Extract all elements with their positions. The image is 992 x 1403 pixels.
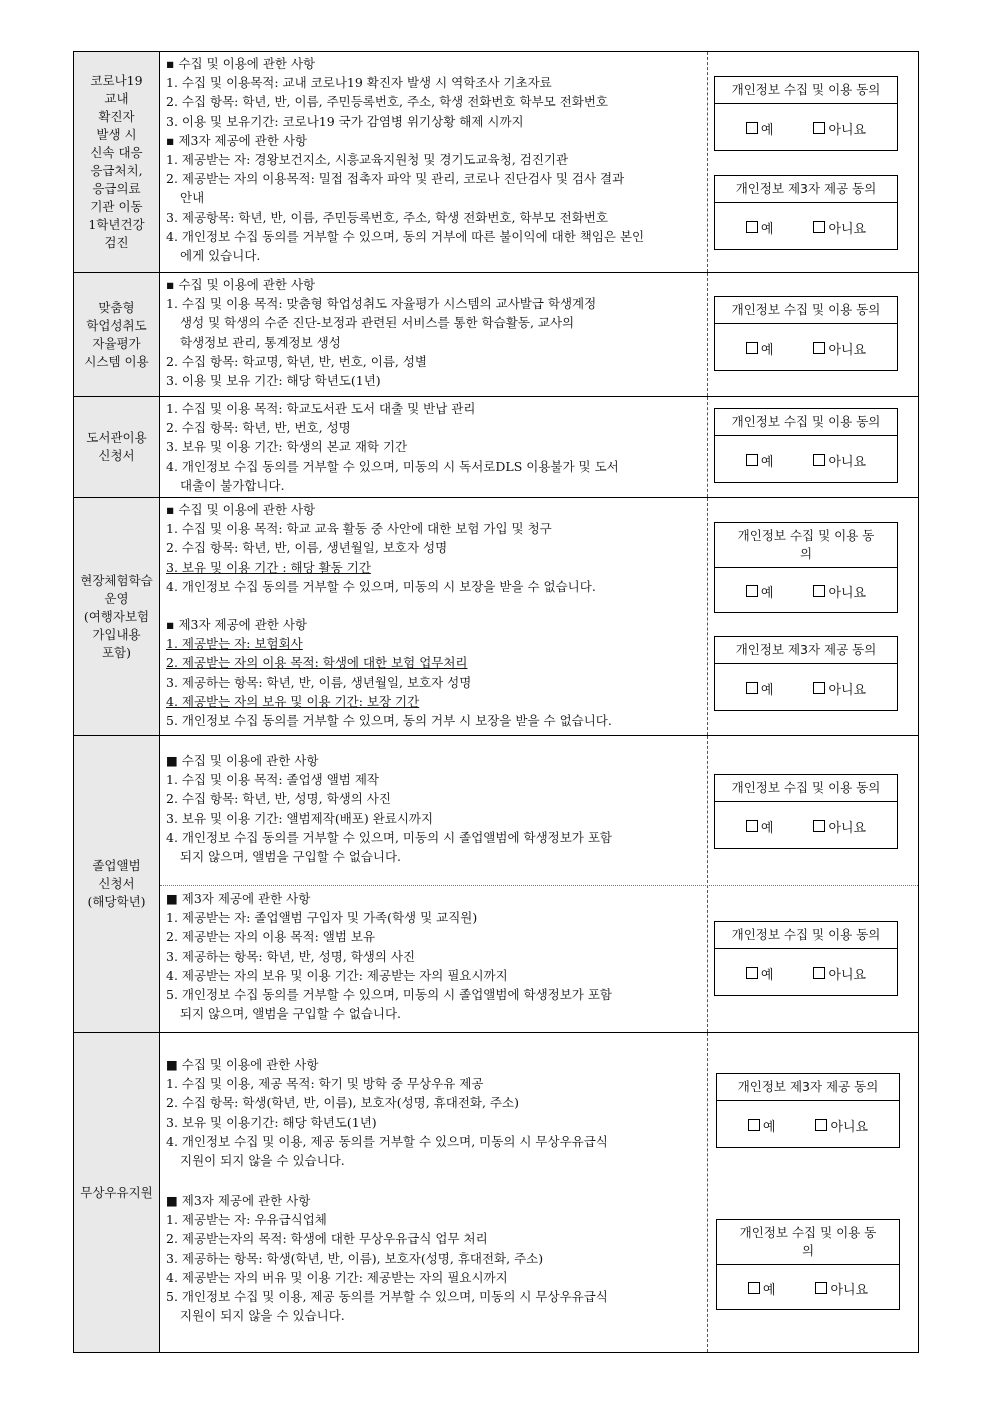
text-line: 4. 제공받는 자의 버유 및 이용 기간: 제공받는 자의 필요시까지 — [166, 1269, 508, 1285]
no-checkbox[interactable] — [813, 817, 866, 836]
no-checkbox[interactable] — [813, 218, 866, 237]
section-content — [160, 1033, 708, 1352]
option-label: 예 — [760, 221, 774, 237]
section-achievement — [74, 273, 918, 397]
consent-collect-box — [714, 76, 898, 151]
text-line: 3. 제공항목: 학년, 반, 이름, 주민등록번호, 주소, 학생 전화번호, 학부모 전화번호 — [166, 209, 608, 225]
consent-collect-box-2 — [714, 921, 898, 996]
consent-title: 개인정보 수집 및 이용 동의 — [715, 409, 897, 436]
label-line: 운영 — [104, 590, 129, 606]
text-line: 4. 개인정보 수집 동의를 거부할 수 있으며, 미동의 시 보장을 받을 수 없습니다. — [166, 578, 596, 594]
label-line: 졸업앨범 — [92, 858, 141, 873]
consent-collect-box — [714, 774, 898, 849]
yes-checkbox[interactable] — [746, 119, 774, 138]
checkbox-icon — [815, 1282, 827, 1294]
consent-collect-box — [716, 1219, 900, 1310]
text-line: ▪ 수집 및 이용에 관한 사항 — [166, 56, 316, 71]
label-line: 발생 시 — [96, 127, 137, 142]
checkbox-icon — [748, 1119, 760, 1131]
section-free-milk — [74, 1033, 918, 1352]
section-content — [160, 498, 708, 735]
yes-checkbox[interactable] — [746, 218, 774, 237]
checkbox-icon — [746, 585, 758, 597]
checkbox-icon — [815, 1119, 827, 1131]
text-line: 에게 있습니다. — [180, 248, 261, 264]
text-line: 되지 않으며, 앨범을 구입할 수 없습니다. — [180, 849, 402, 865]
option-label: 예 — [760, 342, 774, 358]
text-line: 1. 수집 및 이용 목적: 맞춤형 학업성취도 자율평가 시스템의 교사발급 학생계정 — [166, 296, 597, 312]
yes-checkbox[interactable] — [748, 1279, 776, 1298]
text-line: 4. 개인정보 수집 동의를 거부할 수 있으며, 미동의 시 졸업앨범에 학생정보가 포함 — [166, 829, 613, 845]
consent-table — [73, 51, 919, 1353]
checkbox-icon — [746, 454, 758, 466]
label-line: 시스템 이용 — [84, 353, 149, 369]
consent-title: 개인정보 수집 및 이용 동의 — [715, 297, 897, 324]
label-line: 무상우유지원 — [80, 1184, 153, 1200]
text-line: 4. 개인정보 수집 동의를 거부할 수 있으며, 미동의 시 독서로DLS 이용불가 및 도서 — [166, 458, 619, 474]
label-line: 신청서 — [98, 876, 135, 891]
text-line: 되지 않으며, 앨범을 구입할 수 없습니다. — [180, 1006, 402, 1022]
text-line: 4. 개인정보 수집 동의를 거부할 수 있으며, 동의 거부에 따른 불이익에 대한 책임은 본인 — [166, 228, 645, 244]
section-yearbook — [74, 736, 918, 1033]
text-line: 3. 보유 및 이용 기간: 앨범제작(배포) 완료시까지 — [166, 810, 434, 826]
section-label — [74, 498, 160, 735]
consent-title: 개인정보 수집 및 이용 동의 — [715, 775, 897, 802]
text-line: 4. 제공받는 자의 보유 및 이용 기간: 보장 기간 — [166, 693, 420, 709]
text-line: 3. 보유 및 이용 기간: 학생의 본교 재학 기간 — [166, 439, 408, 455]
no-checkbox[interactable] — [813, 679, 866, 698]
label-line: 맞춤형 — [98, 299, 135, 315]
checkbox-icon — [746, 682, 758, 694]
option-label: 아니요 — [828, 454, 867, 470]
no-checkbox[interactable] — [813, 339, 866, 358]
option-label: 예 — [760, 820, 774, 836]
text-line: ▪ 제3자 제공에 관한 사항 — [166, 132, 307, 148]
label-line: 확진자 — [98, 109, 135, 124]
text-line: 대출이 불가합니다. — [180, 477, 285, 493]
text-line: 2. 수집 항목: 학생(학년, 반, 이름), 보호자(성명, 휴대전화, 주소) — [166, 1095, 519, 1111]
option-label: 아니요 — [828, 221, 867, 237]
checkbox-icon — [746, 967, 758, 979]
text-line: 2. 제공받는 자의 이용 목적: 학생에 대한 보험 업무처리 — [166, 655, 468, 671]
text-line: 1. 제공받는 자: 우유급식업체 — [166, 1212, 327, 1228]
text-line: 2. 제공받는 자의 이용 목적: 앨범 보유 — [166, 929, 376, 945]
no-checkbox[interactable] — [813, 964, 866, 983]
consent-title: 개인정보 수집 및 이용 동의 — [717, 1220, 899, 1265]
text-line: 4. 개인정보 수집 및 이용, 제공 동의를 거부할 수 있으며, 미동의 시 무상우유급식 — [166, 1133, 608, 1149]
text-line: 2. 수집 항목: 학년, 반, 이름, 생년월일, 보호자 성명 — [166, 540, 448, 556]
option-label: 예 — [760, 122, 774, 138]
no-checkbox[interactable] — [813, 451, 866, 470]
label-line: 자율평가 — [92, 335, 141, 351]
label-line: 코로나19 — [90, 73, 143, 88]
no-checkbox[interactable] — [815, 1116, 868, 1135]
text-line: 2. 수집 항목: 학년, 반, 이름, 주민등록번호, 주소, 학생 전화번호 학부모 전화번호 — [166, 94, 608, 110]
text-line: 2. 수집 항목: 학교명, 학년, 반, 번호, 이름, 성별 — [166, 353, 427, 369]
section-content — [160, 397, 708, 497]
text-line: 1. 제공받는 자: 보험회사 — [166, 636, 303, 652]
consent-title: 개인정보 제3자 제공 동의 — [715, 637, 897, 664]
option-label: 아니요 — [828, 820, 867, 836]
text-line: 4. 제공받는 자의 보유 및 이용 기간: 제공받는 자의 필요시까지 — [166, 967, 508, 983]
checkbox-icon — [813, 342, 825, 354]
text-line: 3. 보유 및 이용기간: 해당 학년도(1년) — [166, 1114, 377, 1130]
consent-collect-box — [714, 296, 898, 371]
label-line: 신청서 — [98, 448, 135, 463]
text-line: ▪ 수집 및 이용에 관한 사항 — [166, 277, 316, 292]
text-line: 5. 개인정보 수집 및 이용, 제공 동의를 거부할 수 있으며, 미동의 시 무상우유급식 — [166, 1289, 608, 1305]
yes-checkbox[interactable] — [746, 964, 774, 983]
text-line: 2. 수집 항목: 학년, 반, 번호, 성명 — [166, 420, 351, 436]
text-line: 2. 제공받는자의 목적: 학생에 대한 무상우유급식 업무 처리 — [166, 1231, 488, 1247]
checkbox-icon — [746, 122, 758, 134]
section-content — [160, 736, 708, 1032]
label-line: 도서관이용 — [86, 430, 147, 445]
yes-checkbox[interactable] — [746, 451, 774, 470]
checkbox-icon — [813, 221, 825, 233]
label-line: 학업성취도 — [86, 317, 147, 333]
section-label — [74, 273, 160, 396]
option-label: 아니요 — [828, 967, 867, 983]
option-label: 아니요 — [830, 1282, 869, 1298]
label-line: (해당학년) — [87, 894, 146, 909]
consent-third-party-box — [714, 175, 898, 250]
checkbox-icon — [813, 967, 825, 979]
text-line: 5. 개인정보 수집 동의를 거부할 수 있으며, 미동의 시 졸업앨범에 학생정보가 포함 — [166, 987, 613, 1003]
section-label — [74, 736, 160, 1032]
label-line: 교내 — [104, 91, 129, 106]
text-line: 2. 수집 항목: 학년, 반, 성명, 학생의 사진 — [166, 791, 391, 807]
text-line: 1. 제공받는 자: 졸업앨범 구입자 및 가족(학생 및 교직원) — [166, 910, 478, 926]
text-line: 3. 제공하는 항목: 학년, 반, 성명, 학생의 사진 — [166, 948, 416, 964]
label-line: (여행자보험 — [83, 608, 150, 624]
text-line: 3. 보유 및 이용 기간 : 해당 활동 기간 — [166, 559, 371, 575]
option-label: 아니요 — [828, 585, 867, 601]
text-line: 3. 이용 및 보유기간: 코로나19 국가 감염병 위기상황 해제 시까지 — [166, 113, 524, 129]
label-line: 응급의료 — [92, 181, 141, 196]
text-line: 1. 수집 및 이용목적: 교내 코로나19 확진자 발생 시 역학조사 기초자료 — [166, 75, 552, 91]
section-field-trip — [74, 498, 918, 736]
checkbox-icon — [746, 820, 758, 832]
text-line: 1. 수집 및 이용 목적: 학교 교육 활동 중 사안에 대한 보험 가입 및 청구 — [166, 521, 552, 537]
yes-checkbox[interactable] — [748, 1116, 776, 1135]
checkbox-icon — [813, 585, 825, 597]
yes-checkbox[interactable] — [746, 339, 774, 358]
consent-collect-box — [714, 522, 898, 613]
text-line: ■ 제3자 제공에 관한 사항 — [166, 1193, 311, 1208]
text-line: 학생정보 관리, 통계정보 생성 — [180, 334, 341, 350]
label-line: 포함) — [101, 644, 131, 660]
option-label: 아니요 — [828, 682, 867, 698]
text-line: 3. 제공하는 항목: 학년, 반, 이름, 생년월일, 보호자 성명 — [166, 674, 472, 690]
text-line: 3. 제공하는 항목: 학생(학년, 반, 이름), 보호자(성명, 휴대전화, 주소) — [166, 1250, 544, 1266]
consent-title: 개인정보 수집 및 이용 동의 — [715, 523, 897, 568]
option-label: 예 — [760, 967, 774, 983]
text-line: 5. 개인정보 수집 동의를 거부할 수 있으며, 동의 거부 시 보장을 받을 수 없습니다. — [166, 713, 612, 729]
yes-checkbox[interactable] — [746, 679, 774, 698]
consent-title: 개인정보 제3자 제공 동의 — [715, 176, 897, 203]
text-line: 1. 제공받는 자: 경왕보건지소, 시흥교육지원청 및 경기도교육청, 검진기관 — [166, 152, 569, 168]
text-line: 지원이 되지 않을 수 있습니다. — [180, 1153, 345, 1169]
option-label: 예 — [762, 1119, 776, 1135]
section-label — [74, 1033, 160, 1352]
divider — [160, 885, 918, 886]
text-line: ■ 수집 및 이용에 관한 사항 — [166, 753, 319, 768]
section-content — [160, 52, 708, 272]
text-line: 1. 수집 및 이용 목적: 졸업생 앨범 제작 — [166, 772, 380, 788]
text-line: 3. 이용 및 보유 기간: 해당 학년도(1년) — [166, 373, 381, 389]
no-checkbox[interactable] — [815, 1279, 868, 1298]
text-line: 안내 — [180, 190, 205, 206]
checkbox-icon — [813, 122, 825, 134]
label-line: 검진 — [104, 235, 129, 250]
label-line: 기관 이동 — [90, 199, 143, 214]
option-label: 아니요 — [828, 342, 867, 358]
text-line: 1. 수집 및 이용, 제공 목적: 학기 및 방학 중 무상우유 제공 — [166, 1076, 484, 1092]
no-checkbox[interactable] — [813, 119, 866, 138]
text-line: ■ 수집 및 이용에 관한 사항 — [166, 1057, 319, 1072]
text-line: 1. 수집 및 이용 목적: 학교도서관 도서 대출 및 반납 관리 — [166, 401, 476, 416]
section-content — [160, 273, 708, 396]
label-line: 1학년건강 — [88, 217, 145, 232]
consent-third-party-box — [716, 1073, 900, 1148]
option-label: 아니요 — [828, 122, 867, 138]
label-line: 현장체험학습 — [80, 572, 153, 588]
checkbox-icon — [746, 221, 758, 233]
consent-title: 개인정보 수집 및 이용 동의 — [715, 922, 897, 949]
label-line: 신속 대응 — [90, 145, 143, 160]
label-line: 응급처치, — [90, 163, 143, 178]
text-line: 지원이 되지 않을 수 있습니다. — [180, 1308, 345, 1324]
consent-third-party-box — [714, 636, 898, 711]
text-line: 생성 및 학생의 수준 진단-보정과 관련된 서비스를 통한 학습활동, 교사의 — [180, 315, 575, 331]
section-label — [74, 52, 160, 272]
option-label: 예 — [760, 454, 774, 470]
text-line: ▪ 제3자 제공에 관한 사항 — [166, 617, 307, 633]
text-line: ■ 제3자 제공에 관한 사항 — [166, 891, 311, 906]
text-line: 2. 제공받는 자의 이용목적: 밀접 접촉자 파악 및 관리, 코로나 진단검사 및 검사 결과 — [166, 171, 625, 187]
option-label: 예 — [760, 585, 774, 601]
section-library — [74, 397, 918, 498]
spacer — [166, 596, 706, 615]
checkbox-icon — [813, 820, 825, 832]
consent-title: 개인정보 제3자 제공 동의 — [717, 1074, 899, 1101]
option-label: 예 — [760, 682, 774, 698]
text-line: ▪ 수집 및 이용에 관한 사항 — [166, 502, 316, 517]
checkbox-icon — [813, 454, 825, 466]
section-covid — [74, 52, 918, 273]
yes-checkbox[interactable] — [746, 582, 774, 601]
option-label: 예 — [762, 1282, 776, 1298]
consent-title: 개인정보 수집 및 이용 동의 — [715, 77, 897, 104]
consent-collect-box — [714, 408, 898, 483]
checkbox-icon — [748, 1282, 760, 1294]
checkbox-icon — [813, 682, 825, 694]
yes-checkbox[interactable] — [746, 817, 774, 836]
checkbox-icon — [746, 342, 758, 354]
option-label: 아니요 — [830, 1119, 869, 1135]
no-checkbox[interactable] — [813, 582, 866, 601]
section-label — [74, 397, 160, 497]
label-line: 가입내용 — [92, 626, 141, 642]
